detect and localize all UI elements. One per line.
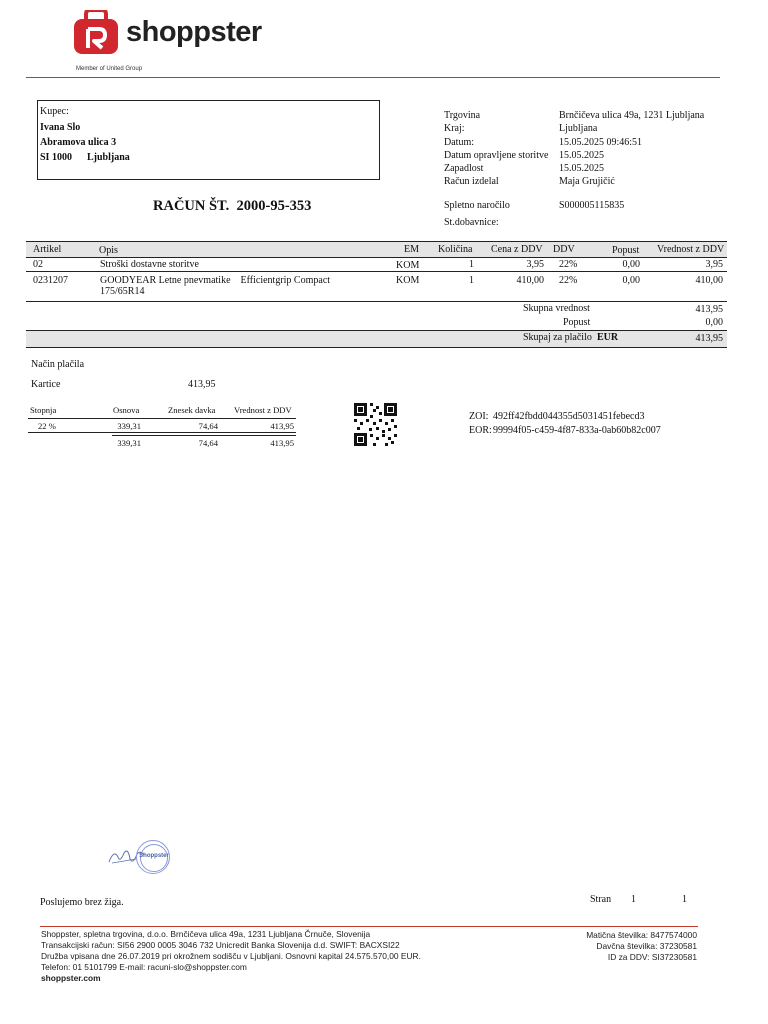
company-ids [510,930,697,963]
header-artikel: Artikel [33,244,62,255]
popust-label: Popust [563,317,591,328]
store-info [444,110,744,190]
buyer-city: Ljubljana [87,152,130,163]
payment-title: Način plačila [31,359,85,370]
vat-header-vrednost: Vrednost z DDV [234,405,292,415]
buyer-label: Kupec: [40,106,69,117]
cell-ddv: 22% [559,275,578,286]
header-ddv: DDV [553,244,575,255]
company-footer [41,929,481,984]
info-label: Zapadlost [444,163,484,174]
online-order-value: S000005115835 [559,200,625,211]
skupna-value: 413,95 [695,304,723,315]
info-label: Datum: [444,137,474,148]
cell-em: KOM [396,260,420,271]
info-value: 15.05.2025 [559,150,604,161]
currency: EUR [597,332,619,343]
vat-header-stopnja: Stopnja [30,405,57,415]
info-label: Datum opravljene storitve [444,150,549,161]
page-total: 1 [682,894,687,905]
header-vrednost: Vrednost z DDV [657,244,725,255]
total-bottom-line [26,347,727,348]
cell-artikel: 02 [33,259,43,270]
payment-method: Kartice [31,379,61,390]
placilo-value: 413,95 [695,333,723,344]
popust-value: 0,00 [705,317,723,328]
buyer-box [37,100,380,180]
placilo-label: Skupaj za plačilo [523,332,592,343]
info-value: 15.05.2025 09:46:51 [559,137,643,148]
info-label: Kraj: [444,123,465,134]
header-cena: Cena z DDV [491,244,543,255]
vat-sum-tax: 74,64 [198,438,218,448]
company-bank: Transakcijski račun: SI56 2900 0005 3046 732 Unicredit Banka Slovenija d.d. SWIFT: BACXSI22 [41,940,400,950]
vat-id: ID za DDV: SI37230581 [607,952,697,962]
cell-kolicina: 1 [469,275,474,286]
cell-cena: 410,00 [516,275,544,286]
row-divider [26,301,727,302]
buyer-postal: SI 1000 [40,152,72,163]
buyer-street: Abramova ulica 3 [40,137,117,148]
vat-sum-base: 339,31 [117,438,141,448]
tax-number: Davčna številka: 37230581 [596,941,697,951]
items-table [26,241,727,351]
header-divider [26,77,720,78]
cell-opis-size: 175/65R14 [100,286,145,297]
vat-base: 339,31 [117,421,141,431]
vat-header-line [28,418,296,419]
page-current: 1 [631,894,636,905]
cell-ddv: 22% [559,259,578,270]
info-value: Maja Grujičić [559,176,615,187]
info-value: Brnčičeva ulica 49a, 1231 Ljubljana [559,110,705,121]
cell-vrednost: 3,95 [705,259,723,270]
cell-popust: 0,00 [622,275,640,286]
vat-header-osnova: Osnova [113,405,140,415]
payment-amount: 413,95 [188,379,216,390]
zoi-value: 492ff42fbdd044355d5031451febecd3 [493,411,645,422]
supplier-no-label: St.dobavnice: [444,217,499,228]
eor-label: EOR: [469,425,492,436]
info-value: Ljubljana [559,123,598,134]
zoi-label: ZOI: [469,411,489,422]
stamp-text: Shoppster [139,853,169,859]
company-website: shoppster.com [41,973,101,983]
stamp [136,840,170,874]
company-address: Shoppster, spletna trgovina, d.o.o. Brnčičeva ulica 49a, 1231 Ljubljana Črnuče, Slovenija [41,929,371,939]
skupna-label: Skupna vrednost [523,303,590,314]
total-row [26,331,727,347]
header-kolicina: Količina [438,244,473,255]
registration-number: Matična številka: 8477574000 [586,930,697,940]
logo [72,8,292,70]
footer-divider [40,926,698,927]
header-popust: Popust [612,245,640,256]
cell-kolicina: 1 [469,259,474,270]
vat-sum-total: 413,95 [270,438,294,448]
qr-code [354,403,397,446]
vat-header-znesek: Znesek davka [168,405,216,415]
vat-total: 413,95 [270,421,294,431]
vat-table [28,404,296,452]
cell-vrednost: 410,00 [695,275,723,286]
vat-sum-line [112,435,296,436]
brand-name: shoppster [126,16,262,48]
vat-rate: 22 % [38,421,56,431]
shoppster-logo-icon [72,10,120,56]
brand-tagline: Member of United Group [76,66,143,72]
header-bottom-line [26,257,727,258]
cell-cena: 3,95 [526,259,544,270]
row-divider [26,271,727,272]
info-value: 15.05.2025 [559,163,604,174]
header-opis: Opis [99,245,118,256]
company-registration: Družba vpisana dne 26.07.2019 pri okrožnem sodišču v Ljubljani. Osnovni kapital 24.575.570,00 EUR. [41,951,421,961]
no-stamp-note: Poslujemo brez žiga. [40,897,124,908]
invoice-title: RAČUN ŠT. 2000-95-353 [153,198,312,214]
vat-row-line [28,432,296,433]
info-label: Trgovina [444,110,481,121]
table-row [26,259,727,271]
info-label: Račun izdelal [444,176,499,187]
vat-tax: 74,64 [198,421,218,431]
table-header [26,242,727,257]
header-em: EM [404,244,419,255]
cell-em: KOM [396,275,420,286]
online-order-label: Spletno naročilo [444,200,510,211]
buyer-name: Ivana Slo [40,122,81,133]
table-row [26,275,727,299]
cell-opis: GOODYEAR Letne pnevmatike Efficientgrip Compact [100,275,331,286]
cell-opis: Stroški dostavne storitve [100,259,199,270]
company-contact: Telefon: 01 5101799 E-mail: racuni-slo@shoppster.com [41,962,247,972]
cell-popust: 0,00 [622,259,640,270]
page-label: Stran [590,894,612,905]
cell-artikel: 0231207 [33,275,68,286]
eor-value: 99994f05-c459-4f87-833a-0ab60b82c007 [493,425,661,436]
